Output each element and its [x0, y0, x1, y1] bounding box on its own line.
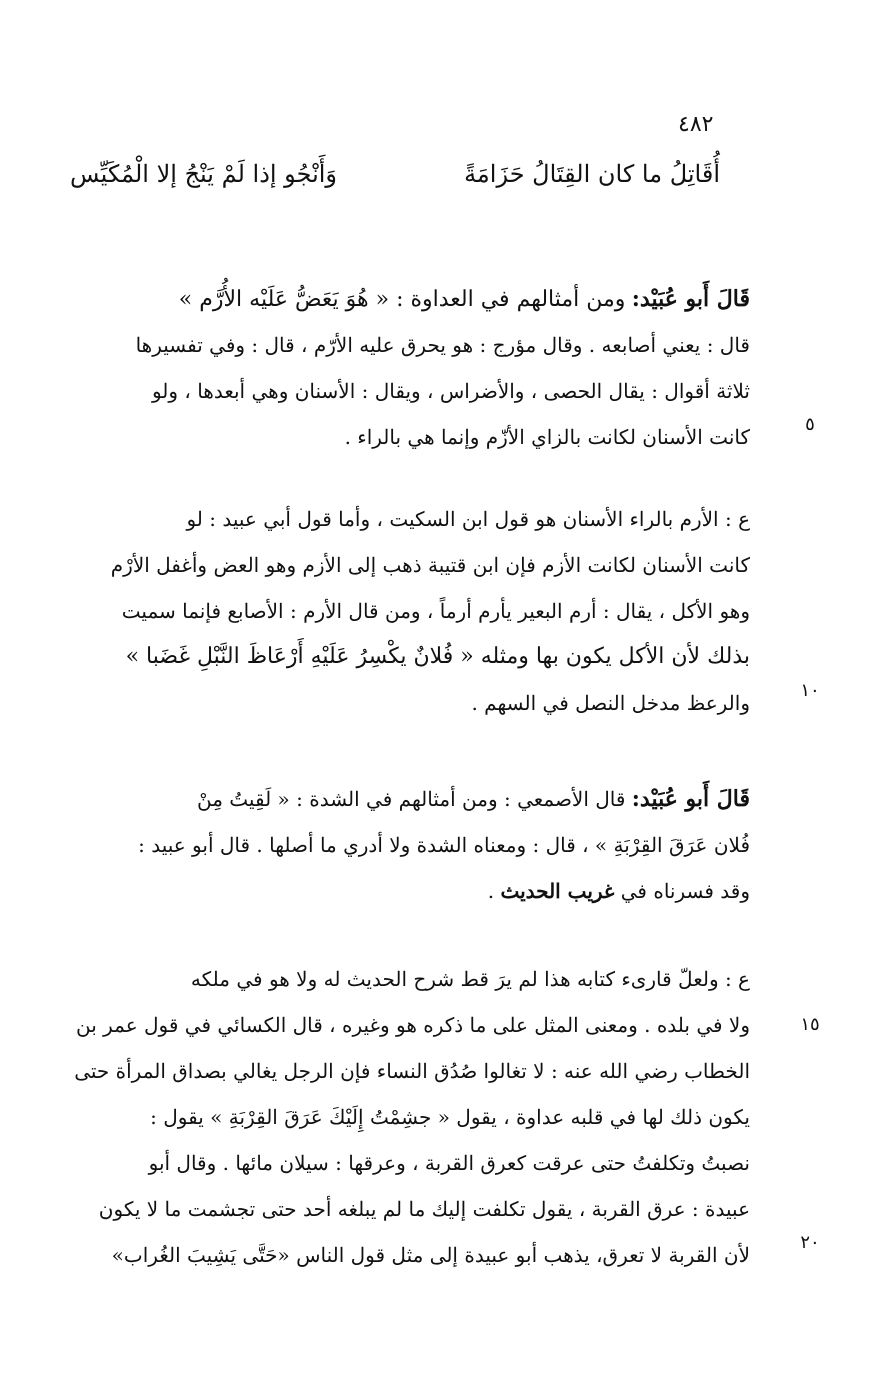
section-commentary-arm — [50, 496, 750, 726]
verse-hemistich-second: وَأَنْجُو إذا لَمْ يَنْجُ إلا الْمُكَيِّس — [70, 160, 337, 188]
text-line: ثلاثة أقوال : يقال الحصى ، والأضراس ، ويقال : الأسنان وهي أبعدها ، ولو — [151, 379, 750, 403]
text-line: نصبتُ وتكلفتُ حتى عرقت كعرق القربة ، وعرقها : سيلان مائها . وقال أبو — [148, 1151, 750, 1175]
text-line: عبيدة : عرق القربة ، يقول تكلفت إليك ما لم يبلغه أحد حتى تجشمت ما لا يكون — [98, 1197, 750, 1221]
line-number-10: ١٠ — [800, 680, 820, 701]
text-line: بذلك لأن الأكل يكون بها ومثله « فُلانٌ يكْسِرُ عَلَيْهِ أَرْعَاظَ النَّبْلِ غَضَبا » — [125, 644, 750, 669]
proverb-line: قال الأصمعي : ومن أمثالهم في الشدة : « لَقِيتُ مِنْ — [197, 787, 626, 811]
text-line: كانت الأسنان لكانت بالزاي الأزّم وإنما هي بالراء . — [344, 425, 750, 449]
text-fragment: وقد فسرناه في — [620, 879, 750, 903]
text-line — [50, 868, 750, 914]
book-title-gharib-al-hadith: غريب الحديث — [500, 879, 615, 903]
text-line — [50, 776, 750, 822]
text-line: كانت الأسنان لكانت الأزم فإن ابن قتيبة ذهب إلى الأزم وهو العض وأغفل الأرْم — [110, 553, 750, 577]
text-line — [50, 276, 750, 322]
text-line: ولا في بلده . ومعنى المثل على ما ذكره هو وغيره ، قال الكسائي في قول عمر بن — [75, 1013, 750, 1037]
text-line: ع : الأرم بالراء الأسنان هو قول ابن السكيت ، وأما قول أبي عبيد : لو — [186, 507, 750, 531]
text-line: والرعظ مدخل النصل في السهم . — [471, 691, 750, 715]
section-abu-ubayd-hardship — [50, 776, 750, 914]
text-line: الخطاب رضي الله عنه : لا تغالوا صُدُق النساء فإن الرجل يغالي بصداق المرأة حتى — [74, 1059, 750, 1083]
poetry-verse — [70, 160, 720, 204]
line-number-15: ١٥ — [800, 1014, 820, 1035]
line-number-20: ٢٠ — [800, 1232, 820, 1253]
text-line: فُلان عَرَقَ القِرْبَةِ » ، قال : ومعناه الشدة ولا أدري ما أصلها . قال أبو عبيد : — [138, 833, 750, 857]
verse-hemistich-first: أُقَاتِلُ ما كان القِتَالُ حَزَامَةً — [464, 160, 720, 188]
speaker-label: قَالَ أَبو عُبَيْد: — [631, 286, 750, 312]
text-line: يكون ذلك لها في قلبه عداوة ، يقول « جشِمْتُ إِلَيْكَ عَرَقَ القِرْبَةِ » يقول : — [150, 1105, 750, 1129]
section-commentary-qirba — [50, 956, 750, 1278]
speaker-label: قَالَ أَبو عُبَيْد: — [631, 786, 750, 812]
text-line: ع : ولعلّ قارىء كتابه هذا لم يرَ قط شرح الحديث له ولا هو في ملكه — [190, 967, 750, 991]
text-fragment: . — [487, 879, 495, 903]
text-line: قال : يعني أصابعه . وقال مؤرج : هو يحرق عليه الأرّم ، قال : وفي تفسيرها — [135, 333, 750, 357]
text-line: لأن القربة لا تعرق، يذهب أبو عبيدة إلى مثل قول الناس «حَتَّى يَشِيبَ الغُراب» — [111, 1243, 750, 1267]
page-number: ٤٨٢ — [678, 112, 714, 137]
line-number-5: ٥ — [805, 414, 815, 435]
text-line: وهو الأكل ، يقال : أرم البعير يأرم أرماً ، ومن قال الأرم : الأصابع فإنما سميت — [121, 599, 750, 623]
section-abu-ubayd-enmity — [50, 276, 750, 460]
proverb-line: ومن أمثالهم في العداوة : « هُوَ يَعَضُّ عَلَيْه الأُرَّم » — [178, 287, 626, 312]
